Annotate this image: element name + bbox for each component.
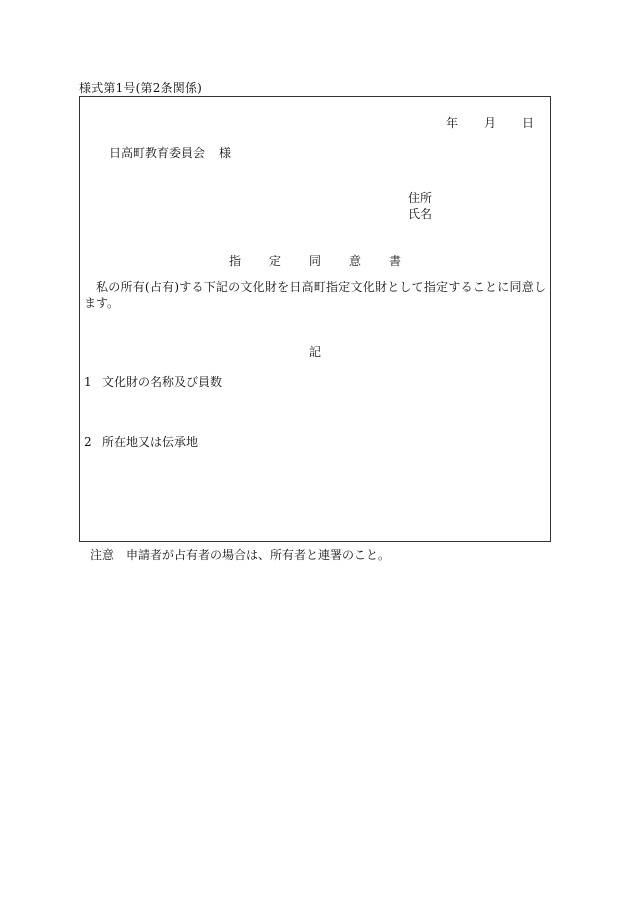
item-label: 所在地又は伝承地 bbox=[102, 435, 199, 449]
note-label: 注意 bbox=[90, 548, 115, 562]
date-line bbox=[446, 114, 534, 131]
note-text: 申請者が占有者の場合は、所有者と連署のこと。 bbox=[126, 548, 391, 562]
item-number: 1 bbox=[84, 375, 92, 389]
date-day-label: 日 bbox=[521, 116, 534, 130]
title-char: 定 bbox=[268, 254, 281, 268]
applicant-block bbox=[408, 190, 432, 222]
address-label: 住所 bbox=[408, 191, 433, 205]
ki-heading: 記 bbox=[308, 345, 321, 359]
form-number-label: 様式第1号(第2条関係) bbox=[79, 81, 203, 95]
addressee-name: 日高町教育委員会 bbox=[109, 146, 206, 160]
item-location bbox=[84, 433, 198, 450]
item-cultural-property-name bbox=[84, 373, 222, 390]
date-month-label: 月 bbox=[483, 116, 496, 130]
item-label: 文化財の名称及び員数 bbox=[102, 375, 223, 389]
title-char: 指 bbox=[228, 254, 241, 268]
document-title bbox=[80, 252, 550, 269]
form-frame bbox=[79, 96, 551, 542]
addressee bbox=[109, 144, 231, 161]
consent-statement: 私の所有(占有)する下記の文化財を日高町指定文化財として指定することに同意します。 bbox=[84, 280, 546, 310]
item-number: 2 bbox=[84, 435, 92, 449]
note-line bbox=[90, 546, 390, 563]
addressee-honorific: 様 bbox=[219, 146, 232, 160]
date-year-label: 年 bbox=[445, 116, 458, 130]
title-char: 同 bbox=[308, 254, 321, 268]
title-char: 書 bbox=[389, 254, 402, 268]
title-char: 意 bbox=[349, 254, 362, 268]
name-label: 氏名 bbox=[408, 207, 433, 221]
